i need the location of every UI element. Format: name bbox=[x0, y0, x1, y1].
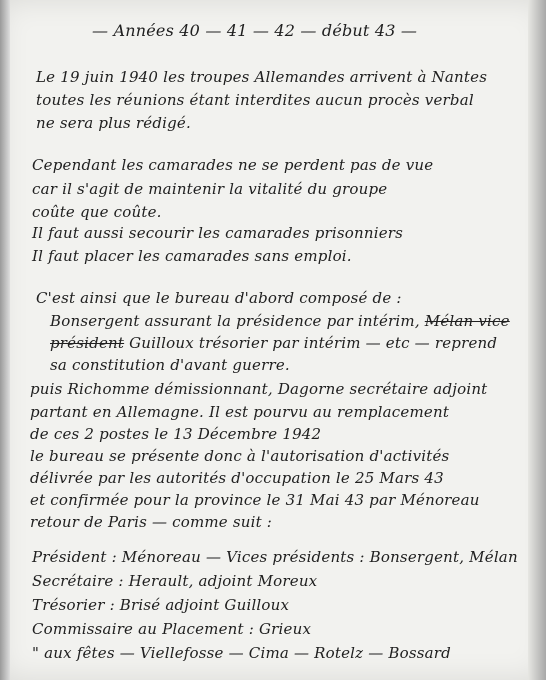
text-line: sa constitution d'avant guerre. bbox=[50, 356, 290, 374]
text-line: partant en Allemagne. Il est pourvu au remplacement bbox=[30, 403, 450, 421]
text-line: délivrée par les autorités d'occupation le 25 Mars 43 bbox=[30, 469, 444, 487]
text-line: Cependant les camarades ne se perdent pas de vue bbox=[32, 156, 434, 174]
text-segment: Bonsergent assurant la présidence par intérim, bbox=[50, 312, 420, 330]
text-line: le bureau se présente donc à l'autorisation d'activités bbox=[30, 447, 450, 465]
text-line: puis Richomme démissionnant, Dagorne secrétaire adjoint bbox=[30, 380, 488, 398]
roster-line: Trésorier : Brisé adjoint Guilloux bbox=[32, 596, 290, 614]
roster-line: Secrétaire : Herault, adjoint Moreux bbox=[32, 572, 318, 590]
text-line: de ces 2 postes le 13 Décembre 1942 bbox=[30, 425, 322, 443]
text-line: Il faut aussi secourir les camarades prisonniers bbox=[32, 224, 404, 242]
text-line: ne sera plus rédigé. bbox=[36, 114, 191, 132]
struck-text: Mélan vice bbox=[424, 312, 510, 330]
text-line: retour de Paris — comme suit : bbox=[30, 513, 273, 531]
text-line: C'est ainsi que le bureau d'abord composé de : bbox=[36, 289, 402, 307]
text-line bbox=[50, 334, 497, 352]
text-line bbox=[50, 312, 510, 330]
text-line: car il s'agit de maintenir la vitalité du groupe bbox=[32, 180, 388, 198]
page-title: — Années 40 — 41 — 42 — début 43 — bbox=[92, 21, 418, 40]
text-line: toutes les réunions étant interdites aucun procès verbal bbox=[36, 91, 474, 109]
roster-line: " aux fêtes — Viellefosse — Cima — Rotelz — Bossard bbox=[32, 644, 451, 662]
text-line: et confirmée pour la province le 31 Mai 43 par Ménoreau bbox=[30, 491, 480, 509]
page-edge-right bbox=[528, 0, 546, 680]
text-segment: Guilloux trésorier par intérim — etc — reprend bbox=[129, 334, 498, 352]
roster-line: Commissaire au Placement : Grieux bbox=[32, 620, 312, 638]
text-line: Il faut placer les camarades sans emploi. bbox=[32, 247, 352, 265]
page-shadow-left bbox=[0, 0, 10, 680]
roster-line: Président : Ménoreau — Vices présidents : Bonsergent, Mélan bbox=[32, 548, 518, 566]
struck-text: président bbox=[50, 334, 125, 352]
text-line: Le 19 juin 1940 les troupes Allemandes arrivent à Nantes bbox=[36, 68, 488, 86]
text-line: coûte que coûte. bbox=[32, 203, 162, 221]
